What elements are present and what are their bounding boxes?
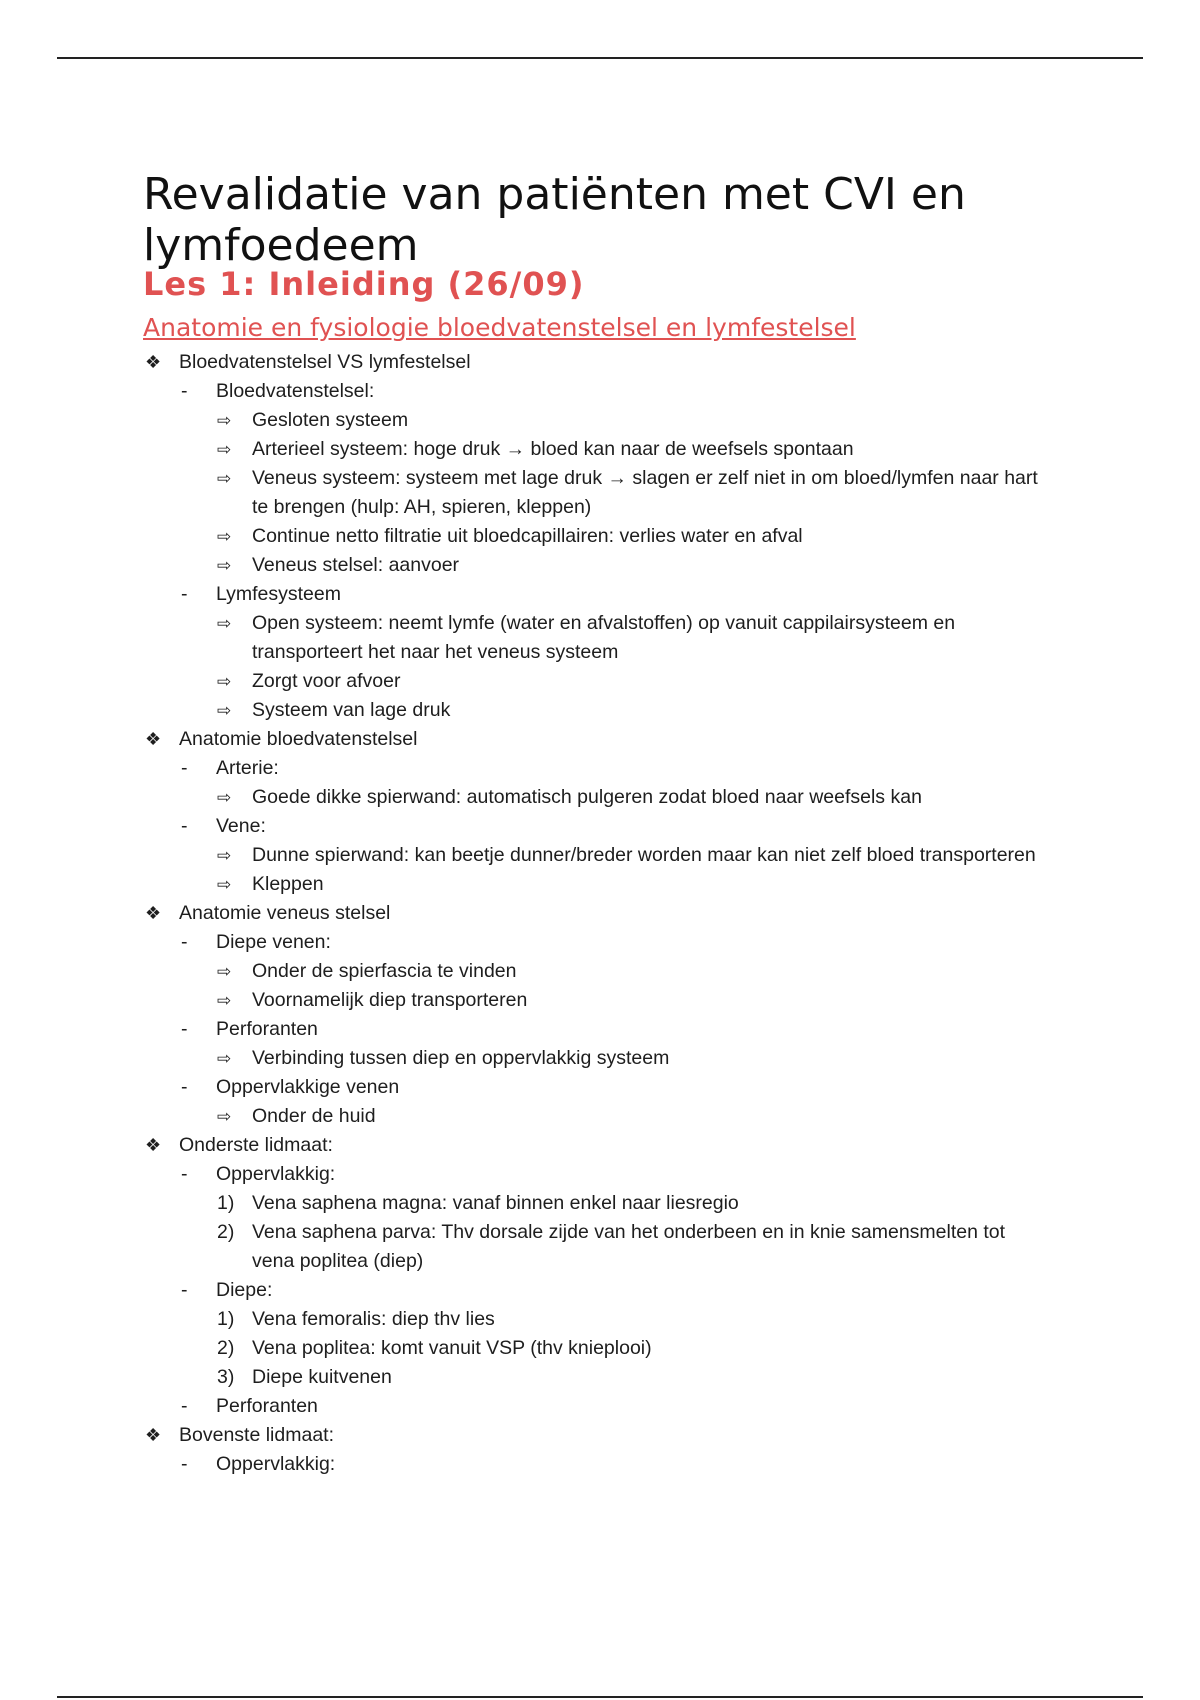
number-marker: 1) [217,1192,235,1214]
outline-item-text: Bloedvatenstelsel: [216,380,375,402]
arrow-bullet-icon: ⇨ [217,556,232,575]
dash-bullet: - [181,931,188,953]
outline-item-level-2 [143,1102,1043,1131]
outline-item-level-1 [143,1392,1043,1421]
outline-item-text: Oppervlakkig: [216,1453,336,1475]
outline-item-text: Veneus systeem: systeem met lage druk → slagen er zelf niet in om bloed/lymfen naar hart te brengen (hulp: AH, spieren, kleppen) [252,467,1038,518]
outline-item-level-1 [143,1015,1043,1044]
arrow-bullet-icon: ⇨ [217,846,232,865]
outline-item-level-2 [143,1334,1043,1363]
outline-item-level-2 [143,609,1043,667]
outline-item-text: Dunne spierwand: kan beetje dunner/breder worden maar kan niet zelf bloed transporteren [252,844,1036,866]
outline-item-text: Goede dikke spierwand: automatisch pulgeren zodat bloed naar weefsels kan [252,786,922,808]
outline-item-text: Arterie: [216,757,279,779]
outline-item-level-0 [143,1421,1043,1450]
outline-item-text: Onder de huid [252,1105,376,1127]
outline-item-text: Oppervlakkige venen [216,1076,400,1098]
outline-item-level-0 [143,348,1043,377]
outline-item-text: Zorgt voor afvoer [252,670,401,692]
outline-item-level-1 [143,928,1043,957]
outline-item-text: Diepe venen: [216,931,331,953]
diamond-bullet-icon: ❖ [145,729,162,749]
section-heading: Anatomie en fysiologie bloedvatenstelsel en lymfestelsel [143,313,856,342]
dash-bullet: - [181,1076,188,1098]
arrow-bullet-icon: ⇨ [217,1049,232,1068]
dash-bullet: - [181,380,188,402]
outline-item-level-0 [143,899,1043,928]
diamond-bullet-icon: ❖ [145,1135,162,1155]
header-rule [57,57,1143,59]
dash-bullet: - [181,1163,188,1185]
outline-item-text: Oppervlakkig: [216,1163,336,1185]
outline-item-level-2 [143,783,1043,812]
outline-item-text: Diepe: [216,1279,273,1301]
outline-item-text: Vena poplitea: komt vanuit VSP (thv knieplooi) [252,1337,652,1359]
dash-bullet: - [181,815,188,837]
outline-item-level-2 [143,1044,1043,1073]
outline-item-text: Vena saphena parva: Thv dorsale zijde van het onderbeen en in knie samensmelten tot vena poplitea (diep) [252,1221,1006,1272]
arrow-bullet-icon: ⇨ [217,527,232,546]
arrow-bullet-icon: ⇨ [217,440,232,459]
outline-item-text: Bovenste lidmaat: [179,1424,335,1446]
lesson-heading: Les 1: Inleiding (26/09) [143,265,585,303]
outline-item-level-1 [143,1450,1043,1479]
outline-item-text: Lymfesysteem [216,583,341,605]
outline-item-level-2 [143,464,1043,522]
outline-item-text: Gesloten systeem [252,409,409,431]
dash-bullet: - [181,1395,188,1417]
outline-item-text: Vena femoralis: diep thv lies [252,1308,495,1330]
dash-bullet: - [181,1453,188,1475]
outline-item-text: Veneus stelsel: aanvoer [252,554,460,576]
outline-item-level-2 [143,1305,1043,1334]
outline-item-text: Perforanten [216,1018,318,1040]
arrow-bullet-icon: ⇨ [217,701,232,720]
outline-item-text: Vene: [216,815,266,837]
outline-item-text: Voornamelijk diep transporteren [252,989,528,1011]
dash-bullet: - [181,1018,188,1040]
outline-item-level-2 [143,696,1043,725]
footer-rule [57,1696,1143,1698]
arrow-bullet-icon: ⇨ [217,411,232,430]
outline-item-level-2 [143,1189,1043,1218]
outline-item-level-1 [143,1073,1043,1102]
outline-item-level-0 [143,725,1043,754]
outline-item-text: Onder de spierfascia te vinden [252,960,517,982]
arrow-bullet-icon: ⇨ [217,672,232,691]
outline-item-level-2 [143,841,1043,870]
number-marker: 3) [217,1366,235,1388]
arrow-bullet-icon: ⇨ [217,875,232,894]
outline-item-level-1 [143,1276,1043,1305]
diamond-bullet-icon: ❖ [145,352,162,372]
outline-item-text: Vena saphena magna: vanaf binnen enkel naar liesregio [252,1192,739,1214]
outline-item-level-2 [143,667,1043,696]
outline-item-level-2 [143,870,1043,899]
arrow-bullet-icon: ⇨ [217,1107,232,1126]
outline-item-text: Arterieel systeem: hoge druk → bloed kan naar de weefsels spontaan [252,438,854,460]
outline-item-level-2 [143,957,1043,986]
dash-bullet: - [181,1279,188,1301]
outline-item-level-1 [143,754,1043,783]
outline-item-level-2 [143,1218,1043,1276]
outline-item-text: Diepe kuitvenen [252,1366,392,1388]
outline-item-level-2 [143,551,1043,580]
outline-item-level-2 [143,986,1043,1015]
arrow-bullet-icon: ⇨ [217,614,232,633]
outline-item-level-1 [143,377,1043,406]
outline-item-text: Onderste lidmaat: [179,1134,333,1156]
number-marker: 1) [217,1308,235,1330]
arrow-bullet-icon: ⇨ [217,788,232,807]
dash-bullet: - [181,757,188,779]
outline-item-text: Verbinding tussen diep en oppervlakkig systeem [252,1047,670,1069]
outline-item-text: Anatomie bloedvatenstelsel [179,728,418,750]
diamond-bullet-icon: ❖ [145,903,162,923]
outline-list [143,348,1043,1479]
outline-item-text: Perforanten [216,1395,318,1417]
outline-item-text: Systeem van lage druk [252,699,451,721]
arrow-bullet-icon: ⇨ [217,962,232,981]
dash-bullet: - [181,583,188,605]
outline-item-level-0 [143,1131,1043,1160]
number-marker: 2) [217,1221,235,1243]
arrow-bullet-icon: ⇨ [217,991,232,1010]
number-marker: 2) [217,1337,235,1359]
outline-item-text: Open systeem: neemt lymfe (water en afvalstoffen) op vanuit cappilairsysteem en transporteert het naar het veneus systeem [252,612,956,663]
outline-item-level-1 [143,1160,1043,1189]
arrow-bullet-icon: ⇨ [217,469,232,488]
outline-item-text: Kleppen [252,873,324,895]
diamond-bullet-icon: ❖ [145,1425,162,1445]
outline-item-level-2 [143,406,1043,435]
page-title: Revalidatie van patiënten met CVI en lymfoedeem [143,169,966,272]
outline-item-text: Continue netto filtratie uit bloedcapillairen: verlies water en afval [252,525,803,547]
outline-item-text: Bloedvatenstelsel VS lymfestelsel [179,351,471,373]
outline-item-level-1 [143,812,1043,841]
outline-item-level-2 [143,522,1043,551]
outline-item-level-2 [143,1363,1043,1392]
outline-item-level-1 [143,580,1043,609]
outline-item-level-2 [143,435,1043,464]
outline-item-text: Anatomie veneus stelsel [179,902,391,924]
